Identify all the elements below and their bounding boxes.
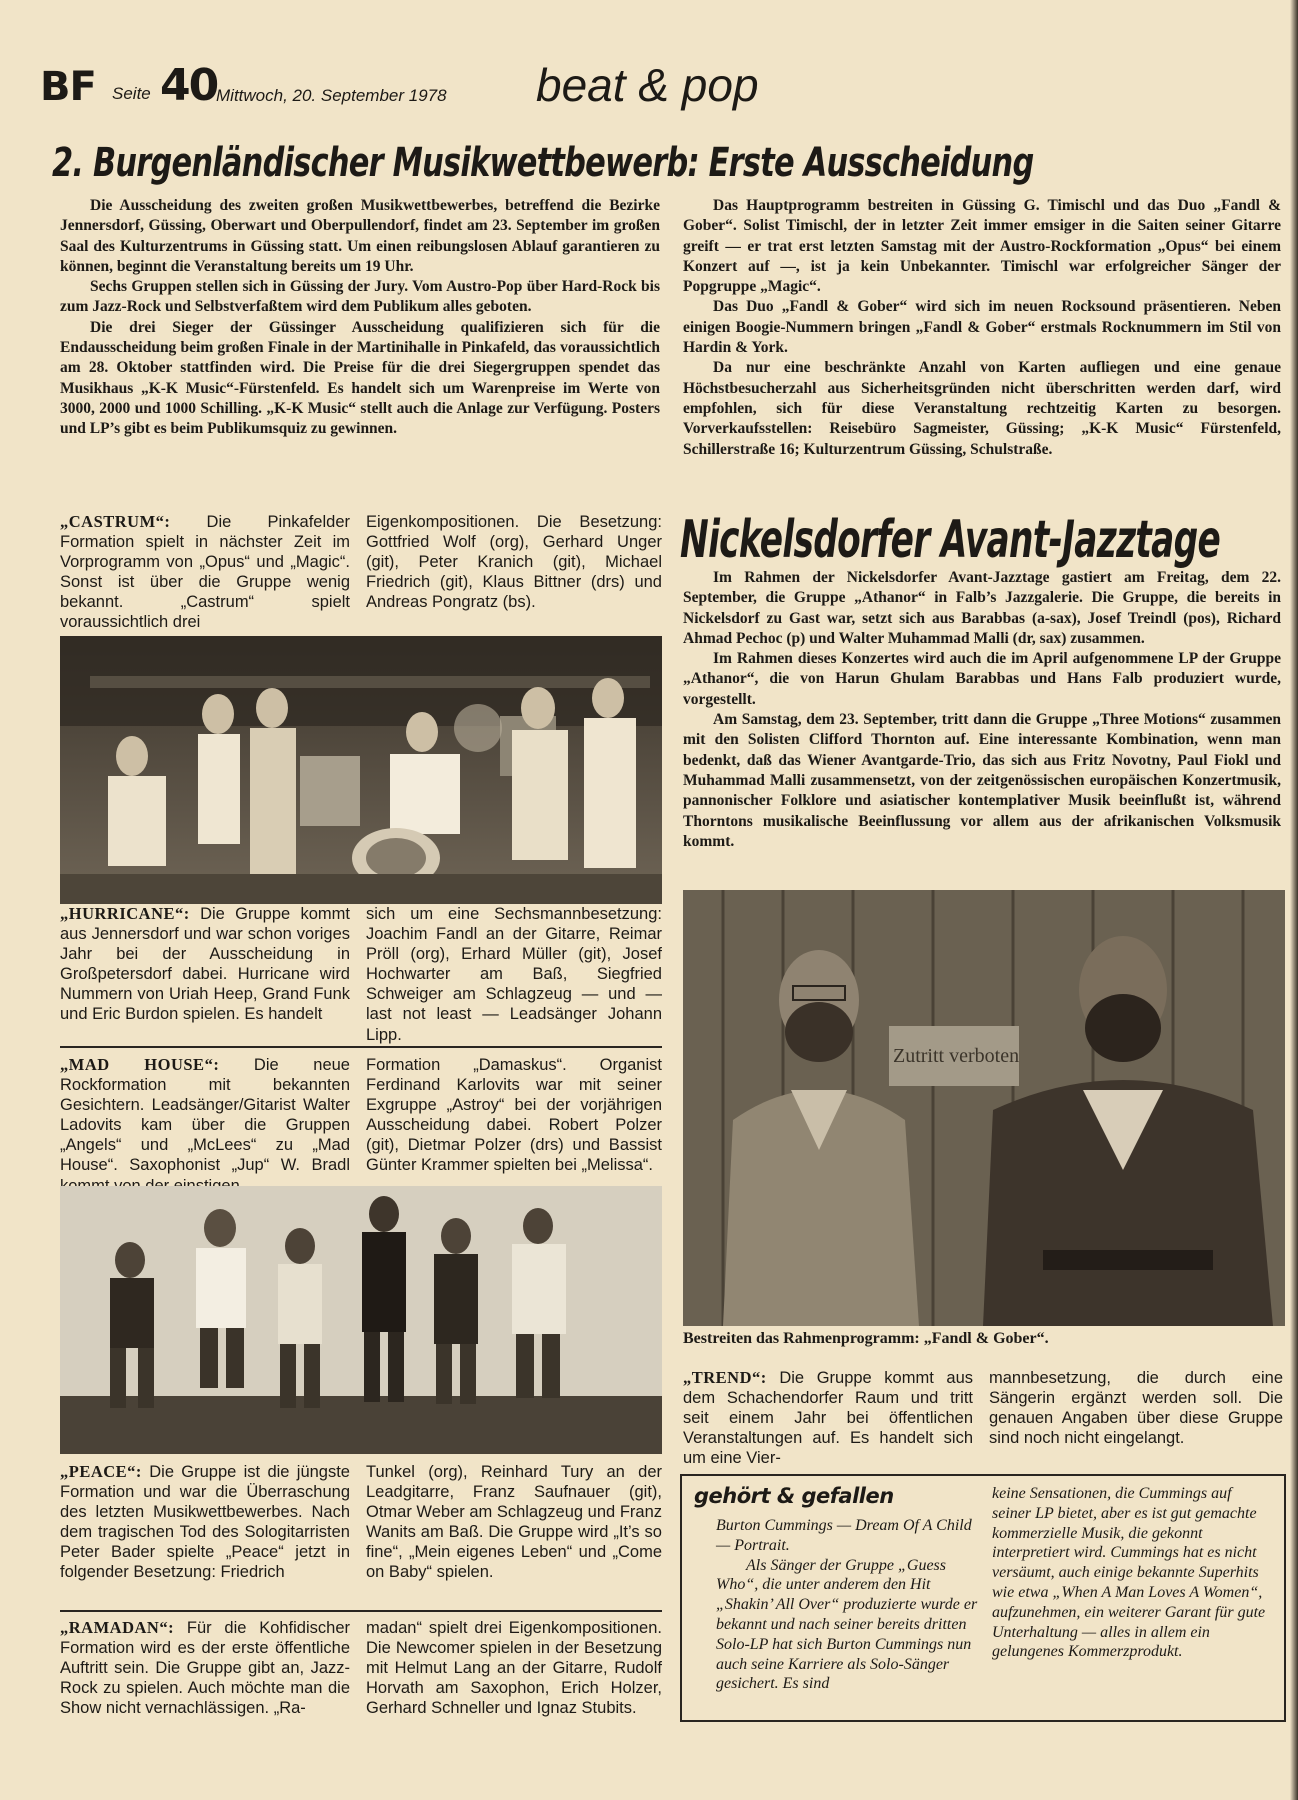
review-heading: gehört & gefallen [694, 1484, 894, 1508]
door-sign-text: Zutritt verboten [893, 1045, 1020, 1067]
review-box [680, 1474, 1286, 1722]
jazz-paragraph-3: Am Samstag, dem 23. September, tritt dann die Gruppe „Three Motions“ zusammen mit den Solisten Clifford Thornton auf. Eine interessante Kombination, wenn man bedenkt, daß das Wiener Avantgarde-Trio, das sich aus Fritz Novotny, Paul Fiokl und Muhammad Malli zusammensetzt, von der zeitgenössischen europäischen Konzertmusik, pannonischer Folklore und asiatischer kontemplativer Musik beeinflußt ist, während Thorntons musikalische Beeinflussung vor allem aus der afrikanischen Volksmusik kommt. [683, 711, 1281, 850]
right-intro-paragraph-1: Das Hauptprogramm bestreiten in Güssing G. Timischl und das Duo „Fandl & Gober“. Solist Timischl, der in letzter Zeit immer emsiger in die Saiten seiner Gitarre greift — er trat erst letzten Samstag mit der Austro-Rockformation „Opus“ bei einem Konzert auf —, ist ja kein Unbekannter. Timischl war erfolgreicher Sänger der Popgruppe „Magic“. [683, 197, 1281, 296]
hurricane-name: „HURRICANE“: [60, 904, 190, 923]
masthead-logo: BF [40, 64, 96, 110]
review-album: Burton Cummings — Dream Of A Child — Portrait. [716, 1517, 972, 1554]
hurricane-left: „HURRICANE“: Die Gruppe kommt aus Jennersdorf und war schon voriges Jahr bei der Ausscheidung in Großpetersdorf dabei. Hurricane wird Nummern von Uriah Heep, Grand Funk und Eric Burdon spielen. Es handelt [60, 904, 350, 1024]
intro-article [60, 196, 660, 440]
jazz-article [683, 568, 1281, 852]
masthead-date: Mittwoch, 20. September 1978 [216, 86, 447, 105]
jazz-headline: Nickelsdorfer Avant-Jazztage [680, 510, 1221, 570]
peace-photo-image [60, 1186, 662, 1454]
trend-name: „TREND“: [683, 1368, 767, 1387]
jazz-paragraph-2: Im Rahmen dieses Konzertes wird auch die im April aufgenommene LP der Gruppe „Athanor“, die von Harun Ghulam Barabbas und Hans Falb produziert wurde, vorgestellt. [683, 650, 1281, 708]
castrum-right: Eigenkompositionen. Die Besetzung: Gottfried Wolf (org), Gerhard Unger (git), Peter Kranich (git), Michael Friedrich (git), Klaus Bittner (drs) und Andreas Pongratz (bs). [366, 513, 662, 612]
trend-right: mannbesetzung, die durch eine Sängerin ergänzt werden soll. Die genauen Angaben über diese Gruppe sind noch nicht eingelangt. [989, 1369, 1283, 1448]
right-intro-paragraph-3: Da nur eine beschränkte Anzahl von Karten aufliegen und eine genaue Höchstbesucherzahl aus Sicherheitsgründen nicht überschritten werden darf, wird empfohlen, sich für diese Veranstaltung rechtzeitig Karten zu besorgen. Vorverkaufsstellen: Reisebüro Sagmeister, Güssing; „K-K Music“ Fürstenfeld, Schillerstraße 16; Kulturzentrum Güssing, Schulstraße. [683, 359, 1281, 458]
ramadan-left: „RAMADAN“: Für die Kohfidischer Formation wird es der erste öffentliche Auftritt sein. Die Gruppe gibt an, Jazz-Rock zu spielen. Auch möchte man die Show nicht vernachlässigen. „Ra- [60, 1618, 350, 1718]
fandl-gober-photo [683, 890, 1285, 1326]
photo-caption: Bestreiten das Rahmenprogramm: „Fandl & Gober“. [683, 1330, 1049, 1347]
intro-paragraph-2: Sechs Gruppen stellen sich in Güssing der Jury. Vom Austro-Pop über Hard-Rock bis zum Jazz-Rock und Selbstverfaßtem wird dem Publikum alles geboten. [60, 278, 660, 316]
castrum-band-photo [60, 636, 662, 904]
castrum-left: „CASTRUM“: Die Pinkafelder Formation spielt in nächster Zeit im Vorprogramm von „Opus“ und „Magic“. Sonst ist über die Gruppe wenig bekannt. „Castrum“ spielt voraussichtlich drei [60, 512, 350, 632]
review-text-right: keine Sensationen, die Cummings auf seiner LP bietet, aber es ist gut gemachte kommerzielle Musik, die gekonnt interpretiert wird. Cummings hat es nicht versäumt, auch einige bekannte Superhits wie etwa „When A Man Loves A Women“, aufzunehmen, ein weiterer Garant für gute Unterhaltung — alles in allem ein gelungenes Kommerzprodukt. [992, 1485, 1266, 1661]
right-intro-article [683, 196, 1281, 460]
peace-name: „PEACE“: [60, 1462, 142, 1481]
review-left [716, 1516, 984, 1694]
madhouse-name: „MAD HOUSE“: [60, 1055, 220, 1074]
peace-left: „PEACE“: Die Gruppe ist die jüngste Formation und war die Überraschung des letzten Musikwettbewerbes. Nach dem tragischen Tod des Sologitarristen Peter Bader spielte „Peace“ jetzt in folgender Besetzung: Friedrich [60, 1462, 350, 1582]
main-headline: 2. Burgenländischer Musikwettbewerb: Erste Ausscheidung [52, 140, 1034, 186]
duo-photo-image [683, 890, 1285, 1326]
review-text-left: Als Sänger der Gruppe „Guess Who“, die unter anderem den Hit „Shakin’ All Over“ produzierte wurde er bekannt und nach seiner bereits dritten Solo-LP hat sich Burton Cummings nun auch seine Karriere als Solo-Sänger gesichert. Es sind [716, 1556, 978, 1693]
masthead [40, 59, 1280, 114]
right-intro-paragraph-2: Das Duo „Fandl & Gober“ wird sich im neuen Rocksound präsentieren. Neben einigen Boogie-Nummern bringen „Fandl & Gober“ erstmals Rocknummern im Stil von Hardin & York. [683, 298, 1281, 357]
intro-paragraph-1: Die Ausscheidung des zweiten großen Musikwettbewerbes, betreffend die Bezirke Jennersdorf, Güssing, Oberwart und Oberpullendorf, findet am 23. September im großen Saal des Kulturzentrums in Güssing statt. Um einen reibungslosen Ablauf garantieren zu können, beginnt die Veranstaltung bereits um 19 Uhr. [60, 197, 660, 275]
section-title: beat & pop [536, 59, 759, 111]
madhouse-left: „MAD HOUSE“: Die neue Rockformation mit bekannten Gesichtern. Leadsänger/Gitarist Walter Ladovits kam über die Gruppen „Angels“ und „McLees“ zu „Mad House“. Saxophonist „Jup“ W. Bradl [60, 1055, 350, 1175]
masthead-seite-label: Seite [112, 84, 151, 103]
trend-left: „TREND“: Die Gruppe kommt aus dem Schachendorfer Raum und tritt seit einem Jahr bei öffentlichen Veranstaltungen auf. Es handelt sich um eine Vier- [683, 1368, 973, 1468]
castrum-photo-image [60, 636, 662, 904]
review-right [992, 1484, 1272, 1662]
hurricane-right: sich um eine Sechsmannbesetzung: Joachim Fandl an der Gitarre, Reimar Pröll (org), Erhard Müller (git), Josef Hochwarter am Baß, Siegfried Schweiger am Schlagzeug — und — last not least — Leadsänger Johann Lipp. [366, 905, 662, 1044]
page-edge [1290, 0, 1298, 1800]
intro-paragraph-3: Die drei Sieger der Güssinger Ausscheidung qualifizieren sich für die Endausscheidung beim großen Finale in der Martinihalle in Pinkafeld, das voraussichtlich am 28. Oktober stattfinden wird. Die Preise für die drei Siegergruppen spendet das Musikhaus „K-K Music“-Fürstenfeld. Es handelt sich um Warenpreise im Werte von 3000, 2000 und 1000 Schilling. „K-K Music“ stellt auch die Anlage zur Verfügung. Posters und LP’s gibt es beim Publikumsquiz zu gewinnen. [60, 318, 660, 438]
masthead-page-number: 40 [160, 60, 218, 111]
castrum-name: „CASTRUM“: [60, 512, 171, 531]
ramadan-name: „RAMADAN“: [60, 1618, 175, 1637]
divider [60, 1610, 662, 1612]
divider [60, 1046, 662, 1048]
peace-right: Tunkel (org), Reinhard Tury an der Leadgitarre, Franz Saufnauer (git), Otmar Weber am Schlagzeug und Franz Wanits am Baß. Die Gruppe wird „It’s so fine“, „Mein eigenes Leben“ und „Come on Baby“ spielen. [366, 1463, 662, 1582]
ramadan-right: madan“ spielt drei Eigenkompositionen. Die Newcomer spielen in der Besetzung mit Helmut Lang an der Gitarre, Rudolf Horvath am Saxophon, Erich Holzer, Gerhard Schneller und Ignaz Stubits. [366, 1619, 662, 1718]
madhouse-right: Formation „Damaskus“. Organist Ferdinand Karlovits war mit seiner Exgruppe „Astroy“ bei der vorjährigen Ausscheidung dabei. Robert Polzer (git), Dietmar Polzer (drs) und Bassist Günter Krammer spielten bei „Melissa“. [366, 1056, 662, 1175]
peace-band-photo [60, 1186, 662, 1454]
jazz-paragraph-1: Im Rahmen der Nickelsdorfer Avant-Jazztage gastiert am Freitag, dem 22. September, die Gruppe „Athanor“ in Falb’s Jazzgalerie. Die Gruppe, die bereits in Nickelsdorf zu Gast war, setzt sich aus Barabbas (a-sax), Josef Treindl (pos), Richard Ahmad Pechoc (p) und Walter Muhammad Malli (dr, sax) zusammen. [683, 569, 1281, 647]
